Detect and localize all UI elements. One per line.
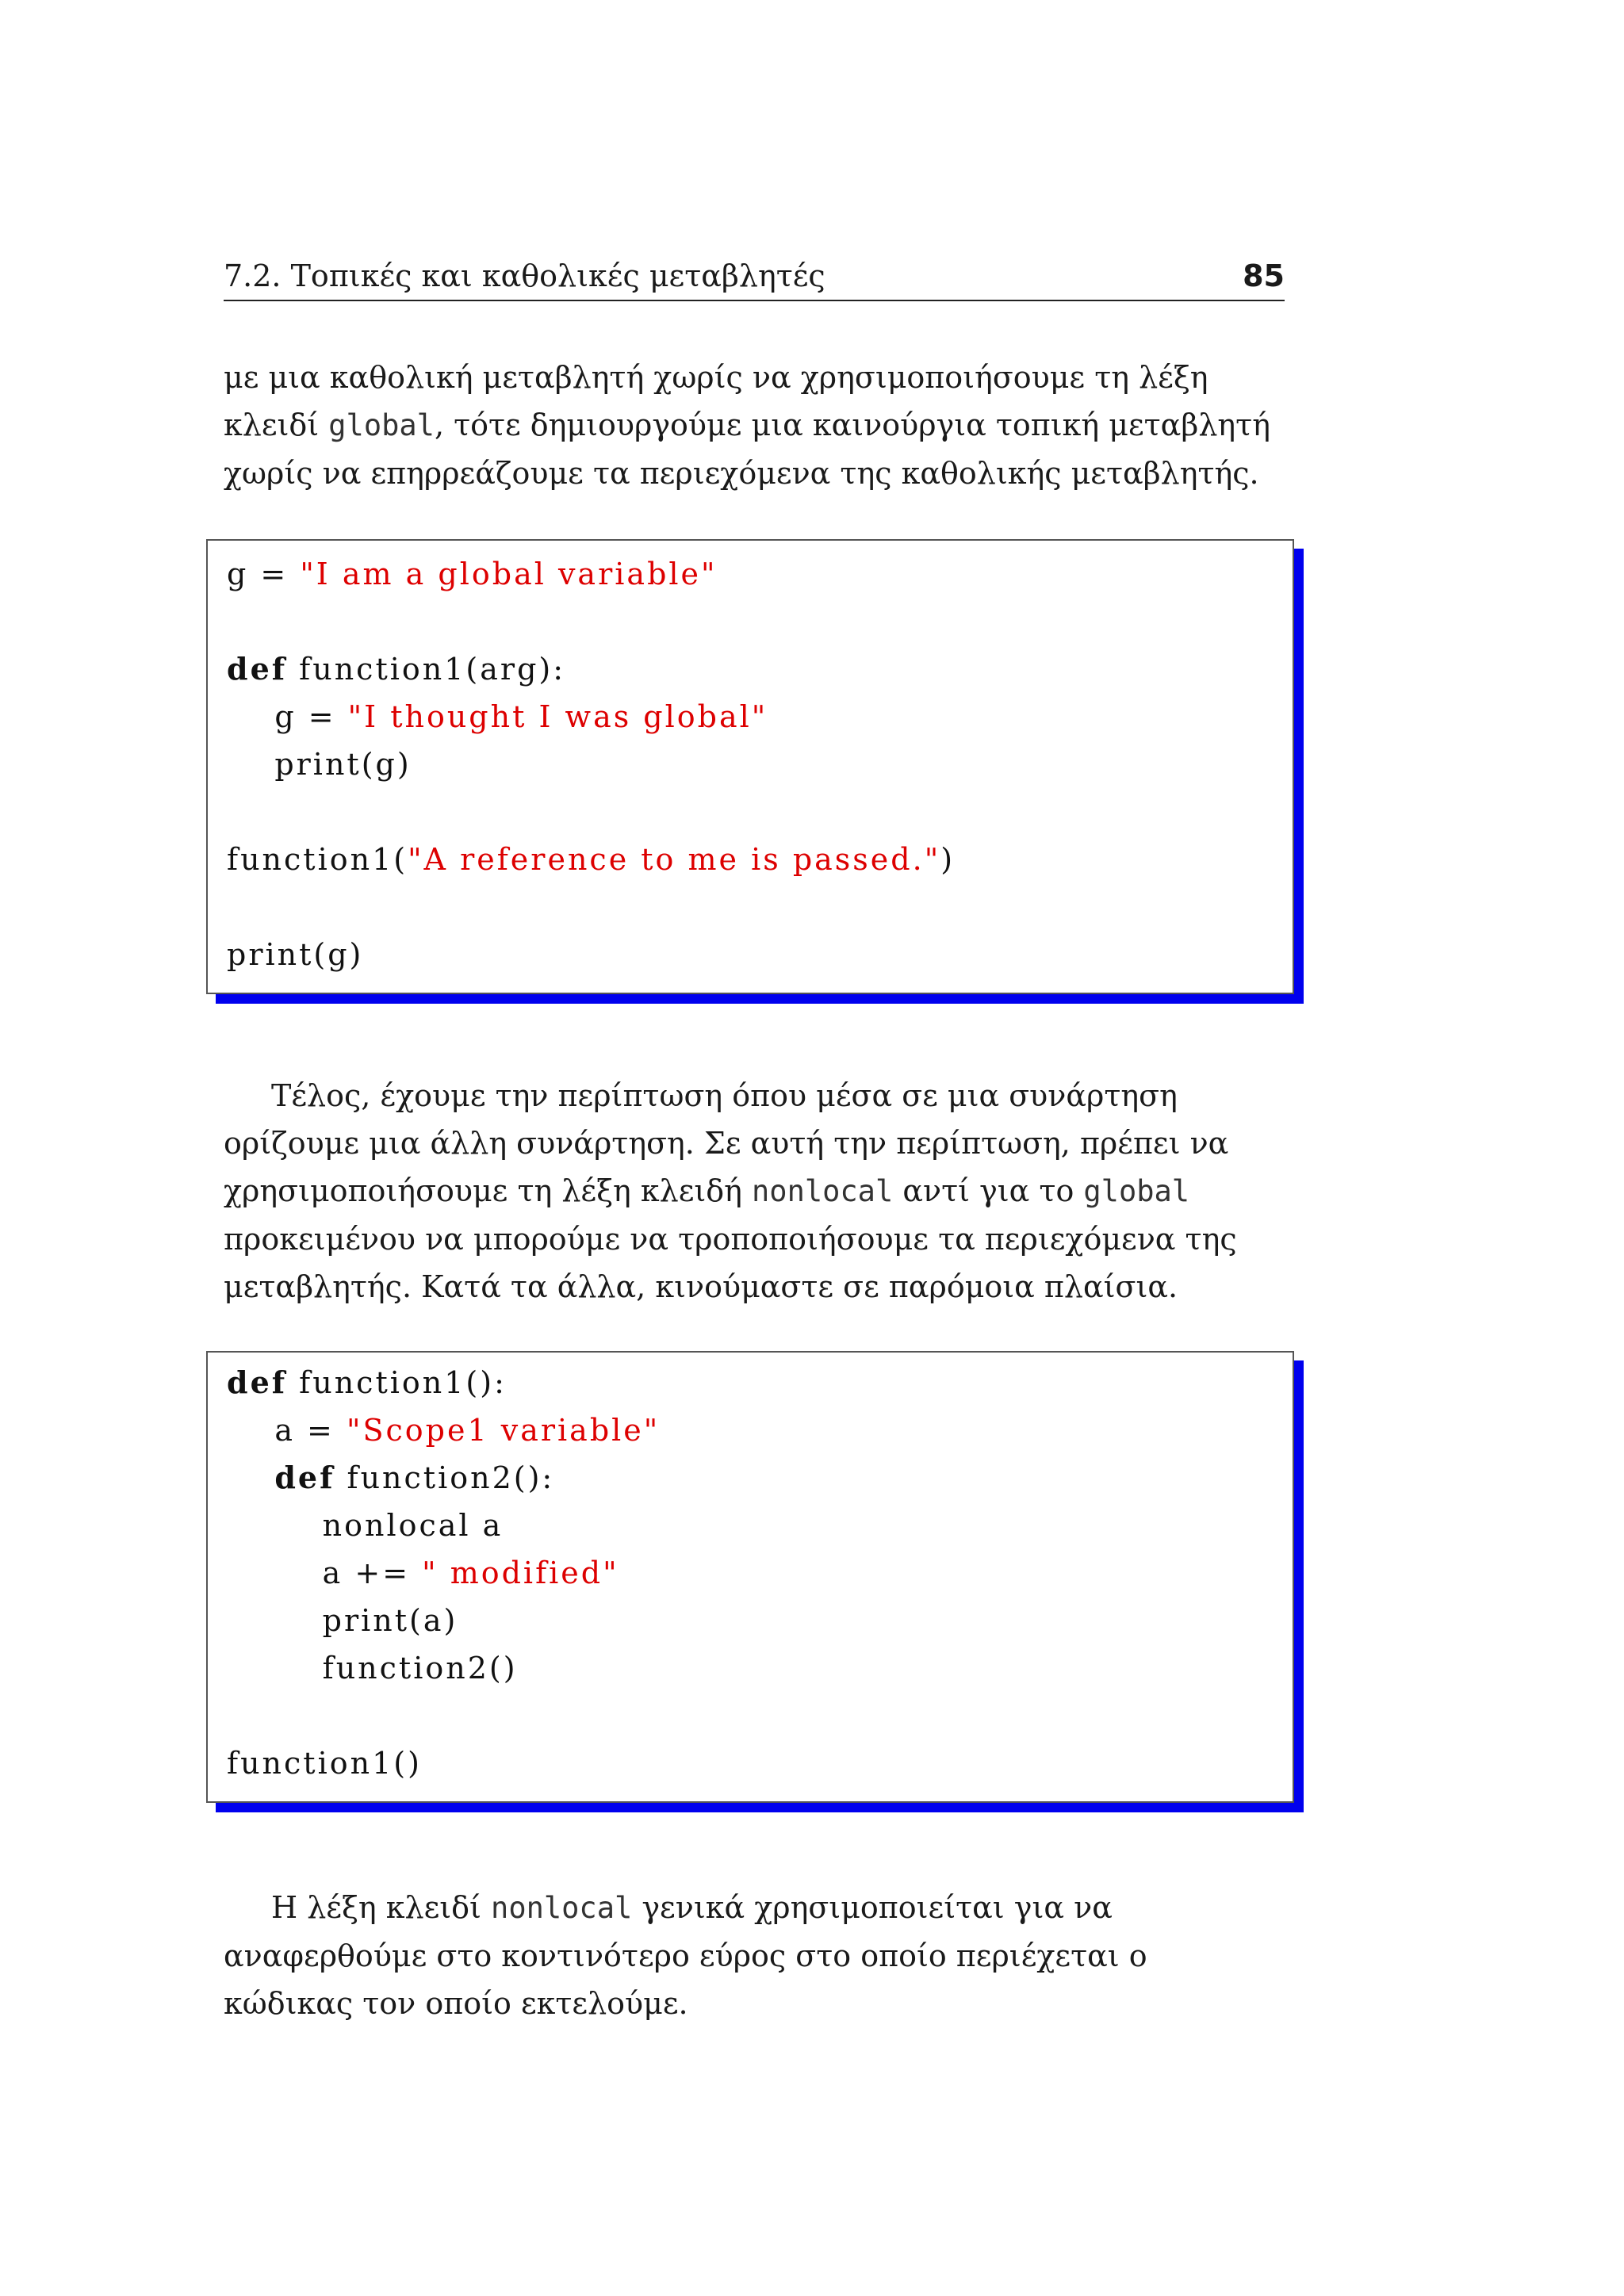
code-pre: print(g) — [227, 747, 412, 782]
code-pre: function1( — [227, 842, 408, 877]
code-mid: function1(): — [287, 1365, 507, 1400]
running-header — [224, 258, 1285, 301]
paragraph-3 — [224, 1884, 1285, 2027]
code-pre: print(a) — [227, 1603, 458, 1638]
para2-text-c: προκειμένου να μπορούμε να τροποποιήσουμε τα περιεχόμενα της μεταβλητής. Κατά τα άλλα, κινούμαστε σε παρόμοια πλαίσια. — [224, 1222, 1237, 1304]
code-line — [227, 1502, 503, 1549]
code-pre: a = — [227, 1413, 347, 1448]
code-line — [227, 740, 412, 788]
code-listing-1 — [206, 539, 1294, 994]
code-line — [227, 1406, 660, 1454]
para3-text-b: γενικά χρησιμοποιείται για να αναφερθούμε στο κοντινότερο εύρος στο οποίο περιέχεται ο κώδικας τον οποίο εκτελούμε. — [224, 1890, 1147, 2021]
code-line — [227, 1739, 422, 1787]
code-kw: def — [227, 1364, 288, 1400]
code-pre: nonlocal a — [227, 1508, 504, 1543]
para2-text-b: αντί για το — [893, 1173, 1084, 1208]
code-str: " modified" — [422, 1556, 619, 1590]
paragraph-1 — [224, 354, 1285, 497]
code-line — [227, 1549, 619, 1597]
code-pre: function2() — [227, 1651, 518, 1686]
para1-text-b: , τότε δημιουργούμε μια καινούργια τοπική μεταβλητή χωρίς να επηρρεάζουμε τα περιεχόμενα της καθολικής μεταβλητής. — [224, 408, 1270, 491]
code-line — [227, 931, 363, 978]
para2-code-global: global — [1083, 1174, 1190, 1208]
code-line — [227, 1454, 554, 1502]
code-line — [227, 1597, 458, 1644]
paragraph-2 — [224, 1072, 1285, 1311]
code-pre: g = — [227, 557, 301, 591]
code-line — [227, 550, 718, 598]
para1-text-a: με μια καθολική μεταβλητή χωρίς να χρησιμοποιήσουμε τη λέξη κλειδί — [224, 360, 1208, 442]
code-mid: function1(arg): — [287, 652, 566, 687]
para3-text-a: Η λέξη κλειδί — [271, 1890, 492, 1925]
code-line — [227, 836, 955, 883]
code-line — [227, 1359, 507, 1406]
code-mid: function2(): — [335, 1460, 555, 1495]
para2-code-nonlocal: nonlocal — [752, 1174, 894, 1208]
code-line — [227, 645, 565, 693]
code-box — [206, 539, 1294, 994]
code-str: "I am a global variable" — [300, 557, 718, 591]
code-str: "A reference to me is passed." — [408, 842, 941, 877]
para3-code-nonlocal: nonlocal — [491, 1891, 633, 1925]
code-line — [227, 693, 768, 740]
code-str: "I thought I was global" — [347, 699, 768, 734]
code-pre: print(g) — [227, 937, 364, 972]
code-pre: g = — [227, 699, 348, 734]
code-line — [227, 1644, 518, 1692]
para1-code: global — [328, 408, 435, 442]
code-post: ) — [940, 842, 956, 877]
code-pre: function1() — [227, 1746, 422, 1781]
code-listing-2 — [206, 1351, 1294, 1803]
code-pre — [227, 1460, 274, 1495]
section-title: 7.2. Τοπικές και καθολικές μεταβλητές — [224, 258, 825, 293]
code-box — [206, 1351, 1294, 1803]
code-str: "Scope1 variable" — [346, 1413, 661, 1448]
code-kw: def — [227, 651, 288, 687]
code-kw: def — [274, 1460, 335, 1495]
para2-text-a: Τέλος, έχουμε την περίπτωση όπου μέσα σε μια συνάρτηση ορίζουμε μια άλλη συνάρτηση. Σε αυτή την περίπτωση, πρέπει να χρησιμοποιήσουμε τη λέξη κλειδή — [224, 1078, 1229, 1208]
page-number: 85 — [1243, 258, 1285, 293]
code-pre: a += — [227, 1556, 423, 1590]
